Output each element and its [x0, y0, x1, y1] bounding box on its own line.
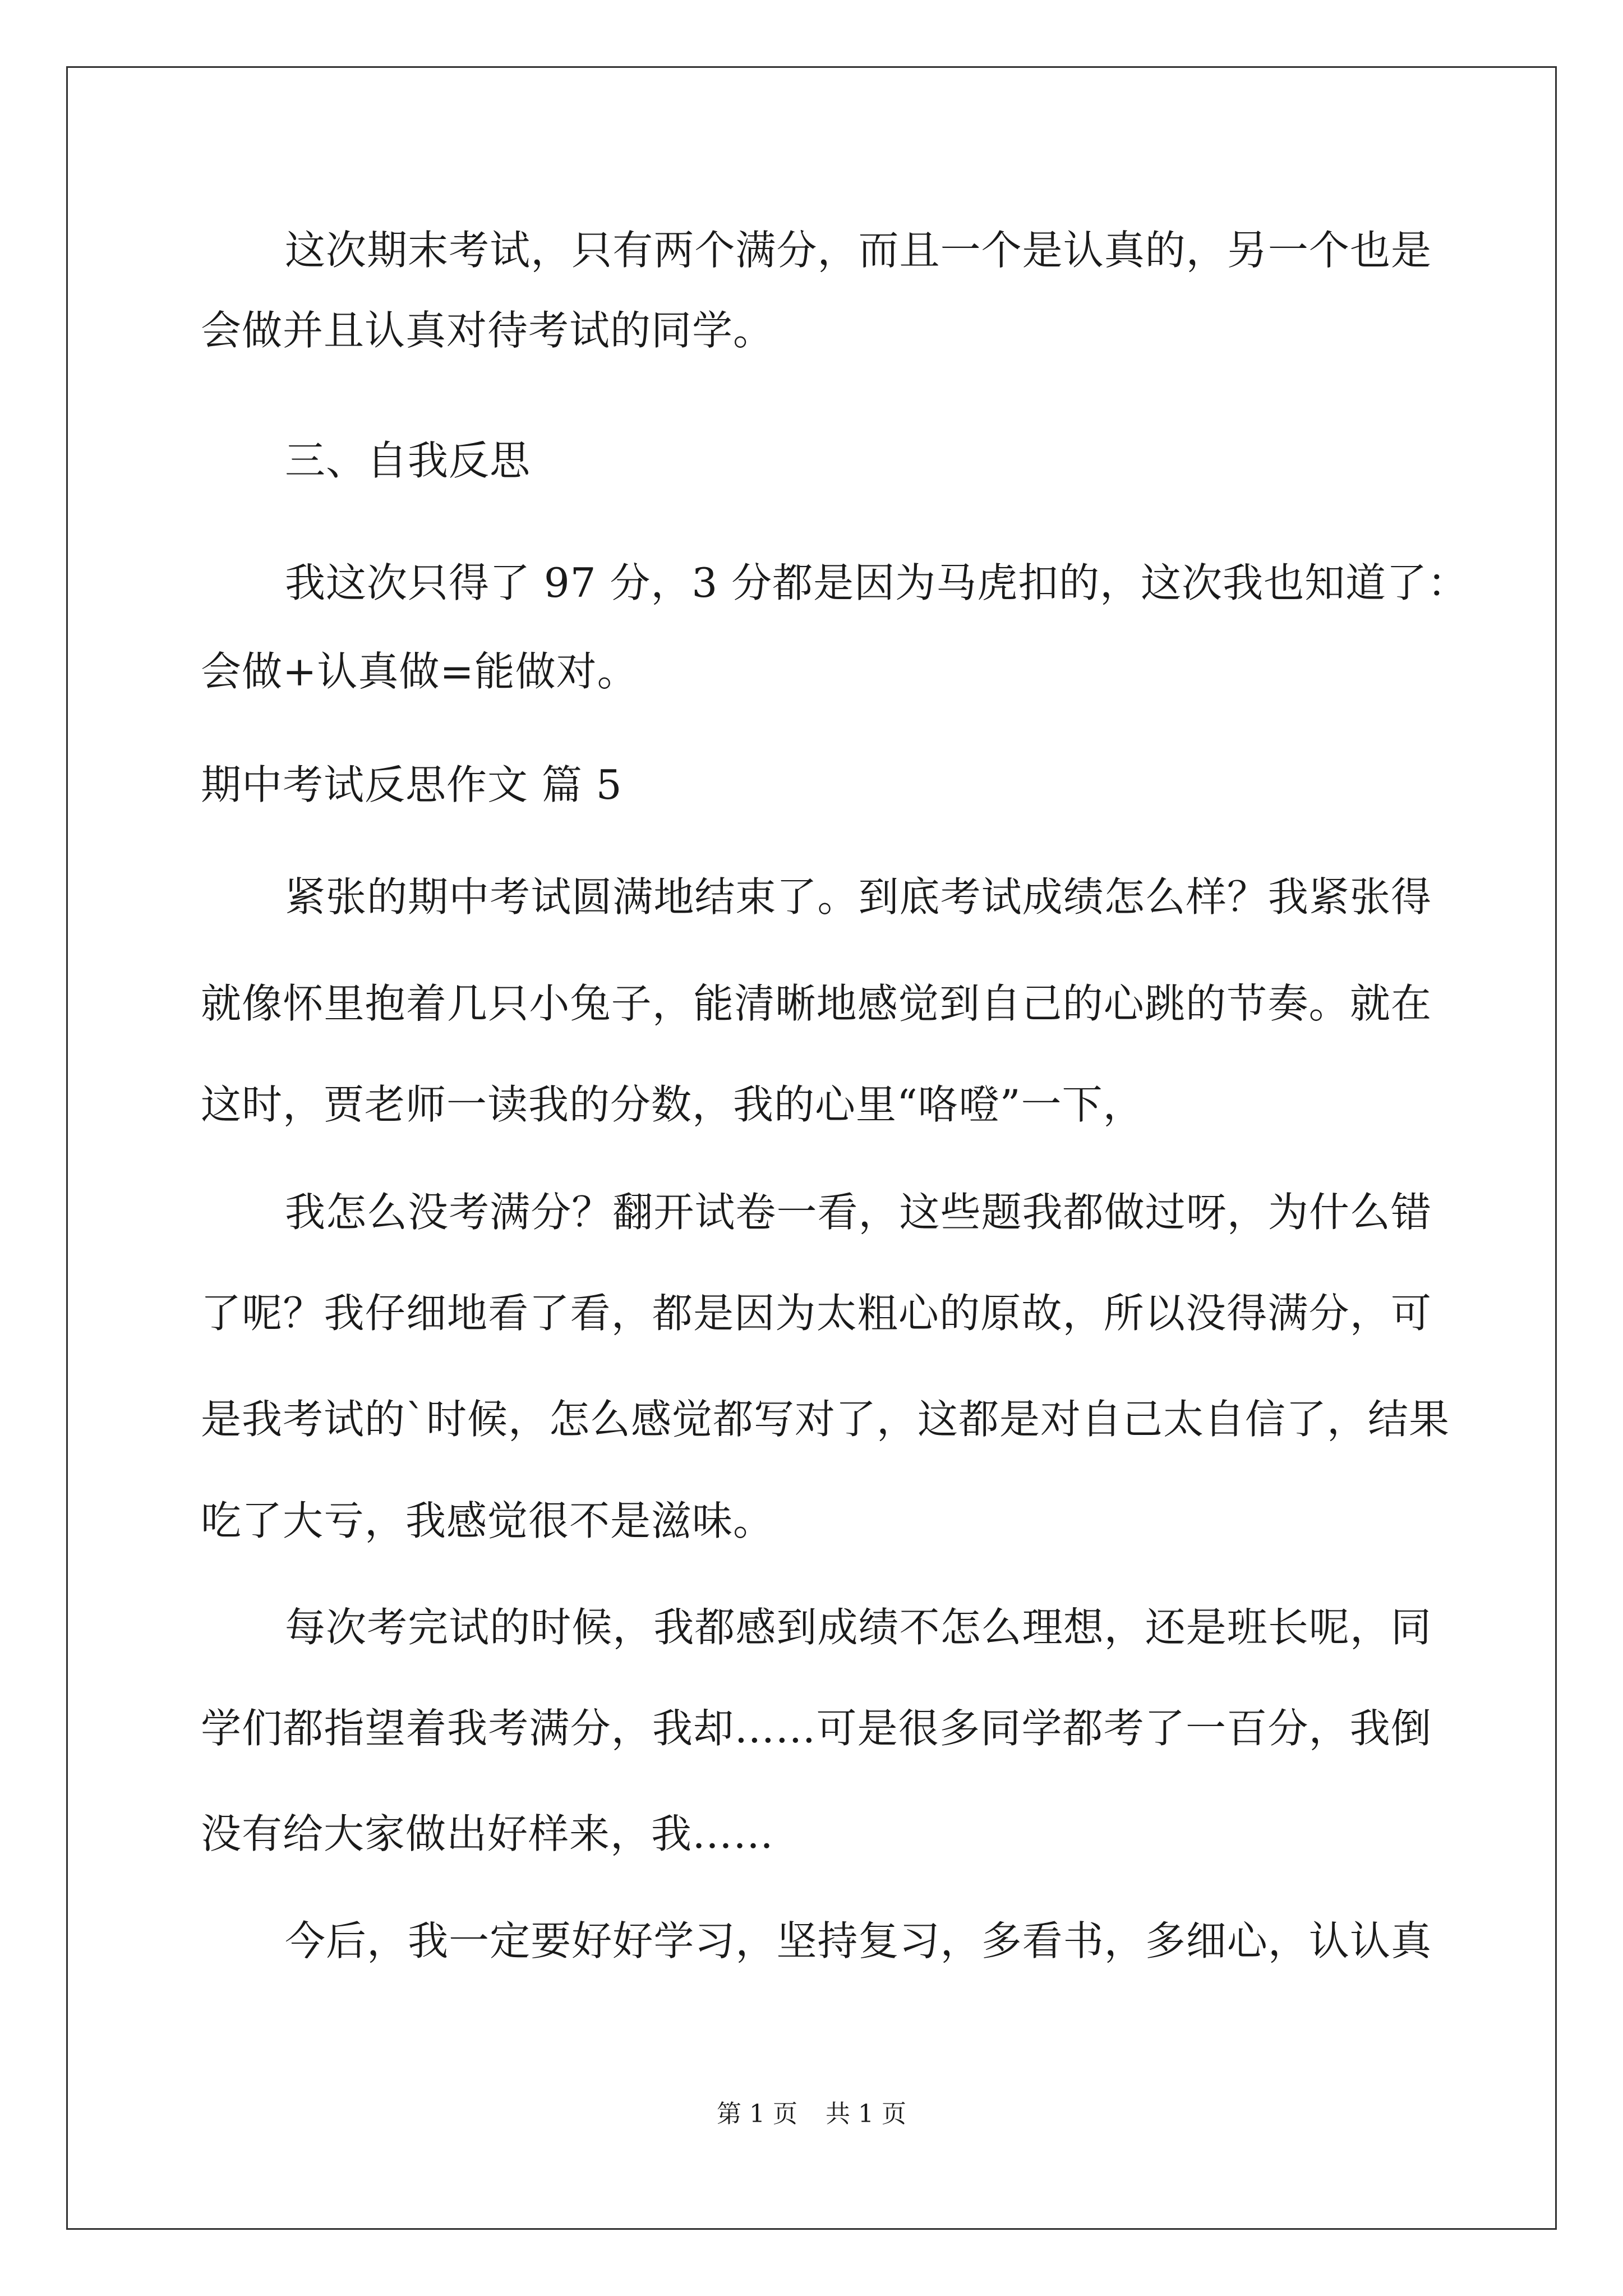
paragraph-line: 每次考完试的时候，我都感到成绩不怎么理想，还是班长呢，同: [285, 1604, 1432, 1651]
section-heading: 三、自我反思: [285, 437, 531, 484]
page-footer: [0, 2093, 1623, 2129]
paragraph-line: 紧张的期中考试圆满地结束了。到底考试成绩怎么样？我紧张得: [285, 873, 1432, 921]
page-number: 第 1 页: [717, 2100, 797, 2128]
paragraph-line: 是我考试的`时候，怎么感觉都写对了，这都是对自己太自信了，结果: [201, 1396, 1450, 1443]
paragraph-line: 我怎么没考满分？翻开试卷一看，这些题我都做过呀，为什么错: [285, 1189, 1432, 1236]
paragraph-line: 会做+认真做=能做对。: [201, 648, 638, 695]
paragraph-line: 今后，我一定要好好学习，坚持复习，多看书，多细心，认认真: [285, 1917, 1432, 1964]
paragraph-line: 会做并且认真对待考试的同学。: [201, 307, 774, 354]
paragraph-line: 就像怀里抱着几只小兔子，能清晰地感觉到自己的心跳的节奏。就在: [201, 980, 1432, 1027]
paragraph-line: 学们都指望着我考满分，我却……可是很多同学都考了一百分，我倒: [201, 1705, 1432, 1752]
paragraph-line: 没有给大家做出好样来，我……: [201, 1810, 774, 1857]
page-border: [66, 66, 1557, 2230]
paragraph-line: 这时，贾老师一读我的分数，我的心里“咯噔”一下，: [201, 1081, 1144, 1128]
paragraph-line: 我这次只得了 97 分，3 分都是因为马虎扣的，这次我也知道了：: [285, 559, 1469, 606]
page-total: 共 1 页: [826, 2100, 906, 2128]
paragraph-line: 吃了大亏，我感觉很不是滋味。: [201, 1497, 774, 1544]
paragraph-line: 这次期末考试，只有两个满分，而且一个是认真的，另一个也是: [285, 227, 1432, 274]
paragraph-line: 了呢？我仔细地看了看，都是因为太粗心的原故，所以没得满分，可: [201, 1290, 1432, 1337]
article-title: 期中考试反思作文 篇 5: [201, 761, 623, 808]
